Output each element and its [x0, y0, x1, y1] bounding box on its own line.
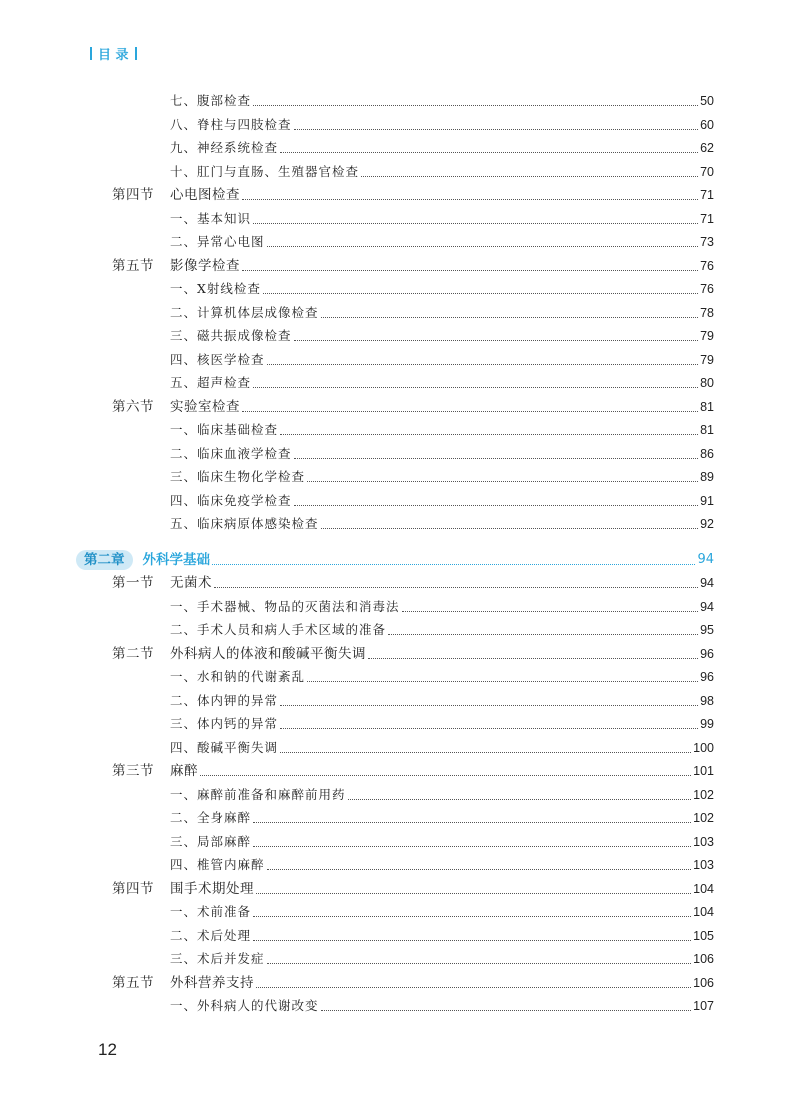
dot-leader: [307, 681, 698, 682]
item-title: 一、X射线检查: [170, 281, 261, 296]
toc-item[interactable]: [170, 326, 714, 346]
toc-section[interactable]: [112, 879, 714, 899]
dot-leader: [253, 940, 691, 941]
dot-leader: [321, 317, 699, 318]
dot-leader: [253, 822, 691, 823]
dot-leader: [253, 916, 691, 917]
item-title: 八、脊柱与四肢检查: [170, 116, 292, 132]
toc-item[interactable]: [170, 949, 714, 969]
toc-item[interactable]: [170, 514, 714, 534]
chapter-number: 第二章: [76, 550, 133, 570]
toc-item[interactable]: [170, 444, 714, 464]
page-ref: 102: [693, 811, 714, 825]
section-number: 第五节: [112, 257, 154, 274]
page-ref: 96: [700, 646, 714, 661]
item-title: 二、异常心电图: [170, 234, 265, 249]
page-ref: 81: [700, 423, 714, 437]
page-ref: 91: [700, 493, 714, 508]
item-title: 三、局部麻醉: [170, 833, 252, 849]
item-title: 七、腹部检查: [170, 93, 252, 108]
toc-item[interactable]: [170, 420, 714, 440]
item-title: 五、超声检查: [170, 375, 252, 390]
toc-item[interactable]: [170, 855, 714, 875]
section-number: 第三节: [112, 763, 154, 779]
dot-leader: [307, 481, 698, 482]
page-ref: 106: [693, 975, 714, 990]
toc-item[interactable]: [170, 162, 714, 182]
page-ref: 106: [693, 952, 714, 966]
page-ref: 81: [700, 399, 714, 414]
header-bar-left: [90, 47, 92, 60]
toc-item[interactable]: [170, 597, 714, 617]
toc-item[interactable]: [170, 491, 714, 511]
section-title: 实验室检查: [170, 398, 240, 415]
page-ref: 95: [700, 623, 714, 637]
dot-leader: [253, 223, 698, 224]
item-title: 四、核医学检查: [170, 351, 265, 367]
dot-leader: [256, 893, 691, 894]
page-ref: 89: [700, 470, 714, 484]
toc-item[interactable]: [170, 138, 714, 158]
toc-header: [84, 44, 143, 63]
toc-item[interactable]: [170, 785, 714, 805]
dot-leader: [280, 752, 691, 753]
item-title: 二、术后处理: [170, 927, 252, 943]
item-title: 一、基本知识: [170, 210, 252, 226]
toc-item[interactable]: [170, 279, 714, 299]
item-title: 四、椎管内麻醉: [170, 857, 265, 872]
section-number: 第二节: [112, 645, 154, 662]
toc-item[interactable]: [170, 714, 714, 734]
dot-leader: [212, 564, 695, 565]
toc-item[interactable]: [170, 667, 714, 687]
page-ref: 107: [693, 999, 714, 1013]
toc-item[interactable]: [170, 808, 714, 828]
item-title: 一、麻醉前准备和麻醉前用药: [170, 786, 346, 802]
dot-leader: [321, 1010, 692, 1011]
item-title: 二、临床血液学检查: [170, 445, 292, 461]
page-ref: 73: [700, 235, 714, 249]
section-number: 第六节: [112, 398, 154, 415]
toc-item[interactable]: [170, 902, 714, 922]
header-title: 目 录: [98, 48, 129, 63]
page-number: 12: [98, 1040, 117, 1059]
page-ref: 78: [700, 305, 714, 320]
page-ref: 92: [700, 517, 714, 531]
page-ref: 100: [693, 740, 714, 755]
section-number: 第四节: [112, 187, 154, 203]
page-ref: 76: [700, 258, 714, 273]
item-title: 一、临床基础检查: [170, 422, 279, 437]
toc-section[interactable]: [112, 761, 714, 781]
dot-leader: [267, 869, 692, 870]
toc-section[interactable]: [112, 973, 714, 993]
toc-item[interactable]: [170, 115, 714, 135]
toc-item[interactable]: [170, 209, 714, 229]
item-title: 四、酸碱平衡失调: [170, 739, 279, 755]
page-ref: 94: [700, 576, 714, 590]
page-ref: 86: [700, 446, 714, 461]
page-ref: 104: [693, 905, 714, 919]
section-title: 麻醉: [170, 763, 198, 779]
page-ref: 105: [693, 928, 714, 943]
toc-item[interactable]: [170, 691, 714, 711]
toc-item[interactable]: [170, 832, 714, 852]
dot-leader: [267, 364, 699, 365]
item-title: 九、神经系统检查: [170, 140, 279, 155]
page-ref: 102: [693, 787, 714, 802]
section-title: 围手术期处理: [170, 880, 254, 897]
item-title: 二、手术人员和病人手术区域的准备: [170, 622, 387, 637]
dot-leader: [361, 176, 698, 177]
toc-item[interactable]: [170, 926, 714, 946]
dot-leader: [263, 293, 698, 294]
item-title: 二、体内钾的异常: [170, 692, 279, 708]
dot-leader: [242, 411, 698, 412]
toc-item[interactable]: [170, 996, 714, 1016]
item-title: 一、手术器械、物品的灭菌法和消毒法: [170, 598, 400, 614]
item-title: 一、水和钠的代谢紊乱: [170, 669, 306, 684]
dot-leader: [321, 528, 699, 529]
item-title: 五、临床病原体感染检查: [170, 516, 319, 531]
item-title: 二、全身麻醉: [170, 810, 252, 825]
toc-chapter[interactable]: [76, 550, 714, 570]
dot-leader: [253, 387, 698, 388]
dot-leader: [200, 775, 691, 776]
page-ref: 103: [693, 858, 714, 872]
page-ref: 94: [700, 599, 714, 614]
page-ref: 50: [700, 94, 714, 108]
item-title: 三、体内钙的异常: [170, 716, 279, 731]
page-ref: 101: [693, 764, 714, 778]
page-ref: 94: [697, 551, 714, 567]
dot-leader: [267, 246, 699, 247]
toc-item[interactable]: [170, 738, 714, 758]
dot-leader: [402, 611, 699, 612]
toc-item[interactable]: [170, 620, 714, 640]
toc-section[interactable]: [112, 644, 714, 664]
page-ref: 79: [700, 352, 714, 367]
toc-item[interactable]: [170, 303, 714, 323]
item-title: 二、计算机体层成像检查: [170, 304, 319, 320]
toc-section[interactable]: [112, 573, 714, 593]
section-title: 影像学检查: [170, 257, 240, 274]
dot-leader: [267, 963, 692, 964]
toc-item[interactable]: [170, 350, 714, 370]
page-ref: 71: [700, 188, 714, 202]
dot-leader: [253, 105, 698, 106]
toc-item[interactable]: [170, 467, 714, 487]
item-title: 一、外科病人的代谢改变: [170, 998, 319, 1013]
dot-leader: [294, 129, 699, 130]
item-title: 三、磁共振成像检查: [170, 328, 292, 343]
dot-leader: [348, 799, 692, 800]
dot-leader: [294, 340, 699, 341]
chapter-title: 外科学基础: [142, 551, 210, 568]
page-ref: 60: [700, 117, 714, 132]
section-title: 外科病人的体液和酸碱平衡失调: [170, 645, 366, 662]
dot-leader: [256, 987, 691, 988]
dot-leader: [280, 434, 698, 435]
toc-item[interactable]: [170, 232, 714, 252]
item-title: 四、临床免疫学检查: [170, 492, 292, 508]
dot-leader: [294, 505, 699, 506]
toc-section[interactable]: [112, 185, 714, 205]
page-ref: 99: [700, 717, 714, 731]
page-ref: 96: [700, 670, 714, 684]
section-number: 第一节: [112, 575, 154, 591]
toc-section[interactable]: [112, 397, 714, 417]
dot-leader: [368, 658, 698, 659]
dot-leader: [280, 728, 698, 729]
page-ref: 62: [700, 141, 714, 155]
section-title: 外科营养支持: [170, 974, 254, 991]
toc-item[interactable]: [170, 373, 714, 393]
header-bar-right: [135, 47, 137, 60]
toc-section[interactable]: [112, 256, 714, 276]
section-title: 心电图检查: [170, 187, 240, 203]
dot-leader: [253, 846, 691, 847]
section-number: 第五节: [112, 974, 154, 991]
item-title: 三、术后并发症: [170, 951, 265, 966]
dot-leader: [388, 634, 698, 635]
page-ref: 76: [700, 282, 714, 296]
section-title: 无菌术: [170, 575, 212, 591]
item-title: 一、术前准备: [170, 904, 252, 919]
page-ref: 71: [700, 211, 714, 226]
page-ref: 80: [700, 376, 714, 390]
page-ref: 70: [700, 164, 714, 179]
dot-leader: [242, 199, 698, 200]
dot-leader: [214, 587, 698, 588]
page-ref: 104: [693, 881, 714, 896]
dot-leader: [280, 152, 698, 153]
item-title: 十、肛门与直肠、生殖器官检查: [170, 163, 360, 179]
toc-item[interactable]: [170, 91, 714, 111]
dot-leader: [294, 458, 699, 459]
dot-leader: [280, 705, 698, 706]
page-ref: 79: [700, 329, 714, 343]
page-ref: 103: [693, 834, 714, 849]
section-number: 第四节: [112, 880, 154, 897]
page-ref: 98: [700, 693, 714, 708]
item-title: 三、临床生物化学检查: [170, 469, 306, 484]
dot-leader: [242, 270, 698, 271]
